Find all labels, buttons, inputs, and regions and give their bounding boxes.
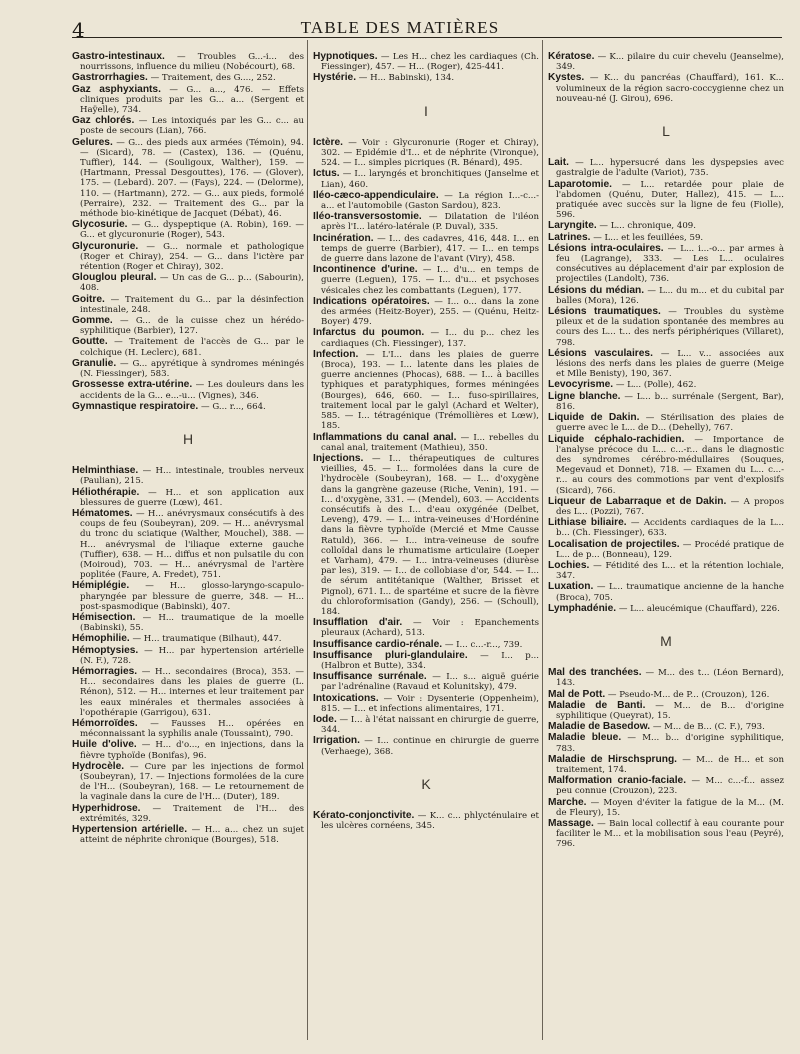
index-term: Kystes. [548, 72, 585, 84]
index-description: — Les H... chez les cardiaques (Ch. Fiessinger), 457. — H... (Roger), 425-441. [321, 52, 539, 73]
index-description: — Troubles du système pileux et de la sudation spontanée des membres au cours des L... t... des nerfs périphériques (Villaret), 798. [556, 307, 784, 348]
index-term: Lésions vasculaires. [548, 347, 653, 359]
index-entry [72, 804, 304, 824]
index-term: Liquide de Dakin. [548, 412, 640, 424]
index-description: — Traitement de l'H... des extrémités, 329. [80, 803, 304, 824]
index-term: Incinération. [313, 232, 374, 244]
index-description: — M... de H... et son traitement, 174. [556, 754, 784, 775]
index-description: — Un cas de G... p... (Sabourin), 408. [80, 273, 304, 294]
index-entry [548, 380, 784, 390]
index-description: — Fausses H... opérées en méconnaissant la syphilis anale (Toussaint), 790. [80, 718, 304, 740]
index-entry [313, 811, 539, 831]
section-letter-heading: M [660, 632, 672, 649]
index-term: Luxation. [548, 581, 594, 593]
index-entry [72, 273, 304, 293]
index-term: Goitre. [72, 293, 105, 305]
index-term: Ictère. [313, 136, 344, 148]
index-entry [313, 454, 539, 617]
index-term: Hypnotiques. [313, 51, 378, 62]
column-divider [542, 40, 543, 1040]
index-term: Iléo-transversostomie. [313, 211, 422, 223]
index-entry [72, 52, 304, 72]
index-entry [72, 488, 304, 508]
index-term: Grossesse extra-utérine. [72, 379, 193, 391]
index-entry [313, 350, 539, 432]
index-term: Ictus. [313, 168, 340, 180]
index-entry [313, 694, 539, 714]
index-entry [72, 380, 304, 400]
page-header [0, 14, 800, 44]
index-term: Insuffisance cardio-rénale. [313, 638, 443, 650]
index-entry [72, 509, 304, 580]
index-entry [548, 244, 784, 285]
index-term: Hystérie. [313, 72, 357, 84]
index-term: Hémoptysies. [72, 644, 139, 656]
index-entry [72, 316, 304, 336]
index-entry [313, 73, 539, 83]
index-term: Liqueur de Labarraque et de Dakin. [548, 495, 727, 507]
index-entry [548, 158, 784, 178]
index-description: — L'I... dans les plaies de guerre (Broca), 193. — I... latente dans les plaies de guerre anciennes (Phocas), 688. — I... à bacilles typhiques et paratyphiques, formes méningées (Bourges), 646, 660. — I... fuso-spirillaires, traitement local par le galyl (Achard et Welter), 585. — I... tétragénique (Trémollières et Lœw), 185. [321, 349, 539, 432]
index-term: Maladie bleue. [548, 732, 622, 744]
index-term: Laparotomie. [548, 178, 612, 190]
index-entry [72, 634, 304, 644]
index-entry [548, 221, 784, 231]
index-term: Helminthiase. [72, 465, 139, 477]
index-term: Infection. [313, 348, 359, 360]
index-description: — M... de B... d'origine syphilitique (Queyrat), 15. [556, 700, 785, 721]
index-description: — G... dyspeptique (A. Robin), 169. — G... et glycuronurie (Roger), 543. [80, 220, 304, 241]
index-description: — H... glosso-laryngo-scapulo-pharyngée par blessure de guerre, 348. — H... post-spasmodique (Babinski), 407. [80, 581, 304, 612]
index-description: — Bain local collectif à eau courante pour faciliter le M... et la mobilisation sous l'eau (Peyré), 796. [556, 819, 784, 850]
index-description: — Les douleurs dans les accidents de la G... e...-u... (Vignes), 346. [80, 380, 304, 401]
index-description: — Cure par les injections de formol (Soubeyran), 17. — Injections formolées de la cure de l'H... (Soubeyran), 168. — Le retournement de la vaginale dans la cure de l'H... (Duter), 189. [80, 761, 304, 803]
index-term: Irrigation. [313, 735, 360, 747]
index-description: — I... laryngés et bronchitiques (Janselme et Lian), 460. [321, 169, 539, 190]
index-description: — M... b... d'origine syphilitique, 783. [556, 733, 785, 754]
page-number: 4 [72, 18, 85, 42]
index-term: Hémisection. [72, 611, 136, 623]
index-description: — L... v... associées aux lésions des nerfs dans les plaies de guerre (Meige et Mlle Benisty), 190, 367. [556, 348, 785, 380]
index-description: — L... i...-o... par armes à feu (Lagrange), 333. — Les L... oculaires consécutives au déplacement d'air par explosion de projectiles (Landolt), 736. [556, 243, 784, 285]
index-term: Lithiase biliaire. [548, 517, 627, 529]
index-description: — H... traumatique de la moelle (Babinski), 55. [80, 612, 304, 634]
index-term: Insufflation d'air. [313, 617, 403, 629]
index-term: Glycosurie. [72, 219, 128, 231]
index-entry [72, 138, 304, 220]
index-entry [548, 518, 784, 538]
index-description: — La région I...-c...-a... et l'automobile (Gaston Sardou), 823. [321, 190, 539, 212]
index-term: Insuffisance surrénale. [313, 671, 427, 683]
index-description: — Accidents cardiaques de la L... b... (Ch. Fiessinger), 633. [556, 518, 784, 539]
index-entry [313, 651, 539, 671]
index-entry [72, 402, 304, 412]
index-description: — M... des t... (Léon Bernard), 143. [556, 668, 784, 689]
index-entry [72, 719, 304, 739]
page-title: TABLE DES MATIÈRES [300, 18, 500, 37]
index-term: Gomme. [72, 315, 113, 327]
index-column-1 [72, 52, 304, 846]
index-term: Goutte. [72, 336, 108, 348]
index-entry [72, 762, 304, 803]
index-description: — H... traumatique (Bilhaut), 447. [129, 634, 282, 645]
index-description: — I... d'u... en temps de guerre (Leguen), 175. — I... d'u... et psychoses vésicales chez les combattants (Leguen), 177. [321, 265, 540, 296]
index-description: — I... c...-r..., 739. [442, 639, 523, 650]
index-term: Marche. [548, 796, 587, 808]
index-column-2 [313, 52, 539, 832]
index-term: Kératose. [548, 51, 595, 62]
index-term: Hydrocèle. [72, 760, 125, 772]
index-entry [72, 73, 304, 83]
index-term: Héliothérapie. [72, 486, 140, 498]
index-term: Glycuronurie. [72, 240, 139, 252]
index-description: — H... par hypertension artérielle (N. F.), 728. [80, 645, 304, 666]
index-entry [548, 349, 784, 380]
index-term: Incontinence d'urine. [313, 264, 418, 276]
index-term: Intoxications. [313, 692, 379, 704]
index-term: Mal de Pott. [548, 688, 606, 700]
index-description: — Procédé pratique de L... de p... (Bonneau), 129. [556, 539, 784, 560]
index-term: Latrines. [548, 231, 591, 243]
index-entry [313, 715, 539, 735]
index-term: Gastrorrhagies. [72, 72, 148, 84]
index-entry [313, 672, 539, 692]
index-term: Glouglou pleural. [72, 272, 157, 284]
index-description: — H... secondaires (Broca), 353. — H... secondaires dans les plaies de guerre (L. Rénon), 512. — H... internes et leur traitement par les eaux minérales et thermales associées à l'opothérapie (Garrigou), 631. [80, 666, 304, 718]
header-rule [72, 37, 782, 38]
index-entry [548, 733, 784, 753]
index-entry [548, 668, 784, 688]
index-description: — Moyen d'éviter la fatigue de la M... (M. de Fleury), 15. [556, 797, 784, 818]
index-term: Lochies. [548, 559, 590, 571]
index-description: — I... des cadavres, 416, 448. I... en temps de guerre (Barbier), 417. — I... en temps de guerre dans lazone de l'avant (Viry), 458. [321, 233, 539, 265]
index-description: — L... traumatique ancienne de la hanche (Broca), 705. [556, 582, 784, 603]
index-entry [72, 581, 304, 612]
index-description: — H... intestinale, troubles nerveux (Paulian), 215. [80, 466, 304, 487]
index-description: — G... de la cuisse chez un hérédo-syphilitique (Barbier), 127. [80, 316, 304, 337]
index-description: — Traitement du G... par la désinfection intestinale, 248. [80, 294, 304, 315]
index-term: Maladie de Banti. [548, 699, 646, 711]
index-description: — M... de B... (C. F.), 793. [650, 722, 765, 733]
index-term: Huile d'olive. [72, 739, 137, 751]
index-entry [548, 798, 784, 818]
index-term: Lésions intra-oculaires. [548, 242, 664, 254]
index-term: Lésions traumatiques. [548, 306, 661, 318]
index-description: — L... hypersucré dans les dyspepsies avec gastralgie de l'adulte (Variot), 735. [556, 158, 784, 179]
index-description: — Traitement, des G...., 252. [147, 73, 276, 84]
index-entry [548, 392, 784, 412]
section-letter-heading: H [182, 430, 194, 447]
index-term: Massage. [548, 818, 594, 829]
index-term: Iléo-cæco-appendiculaire. [313, 189, 439, 201]
index-term: Hypertension artérielle. [72, 824, 188, 836]
index-term: Liquide céphalo-rachidien. [548, 433, 685, 445]
index-term: Infarctus du poumon. [313, 327, 425, 339]
index-entry [313, 328, 539, 348]
index-description: — H... a... chez un sujet atteint de néphrite chronique (Bourges), 518. [80, 825, 304, 846]
index-entry [313, 234, 539, 265]
index-term: Gaz asphyxiants. [72, 83, 161, 95]
index-entry [548, 722, 784, 732]
index-entry [72, 337, 304, 357]
index-description: — Voir : Dysenterie (Oppenheim), 815. — I... et infections alimentaires, 171. [321, 693, 539, 714]
index-description: — G... r..., 664. [198, 401, 266, 412]
index-description: — H... Babinski), 134. [356, 73, 455, 84]
index-entry [548, 701, 784, 721]
index-description: — L... et les feuillées, 59. [590, 232, 704, 243]
index-term: Malformation cranio-faciale. [548, 775, 687, 787]
index-term: Hémorragies. [72, 665, 138, 677]
index-entry [313, 433, 539, 453]
index-entry [72, 220, 304, 240]
index-entry [72, 466, 304, 486]
index-term: Lésions du médian. [548, 284, 645, 296]
index-description: — Voir : Glycuronurie (Roger et Chiray), 302. — Epidémie d'I... et de néphrite (Vironque), 524. — I... simples picriques (R. Bénard), 495. [321, 137, 539, 169]
index-description: — L... aleucémique (Chauffard), 226. [616, 603, 780, 614]
index-entry [548, 819, 784, 850]
index-entry [548, 497, 784, 517]
index-description: — I... thérapeutiques de cultures vieillies, 45. — I... formolées dans la cure de l'hydrocèle (Soubeyran), 168. — I... d'oxygène dans la gangrène gazeuse (Riche, Venin), 191. — I... d'oxygène, 331. — (Mendel), 603. — Accidents consécutifs à des I... d'eau oxygénée (Delbet, Leveng), 479. — I... intra-veineuses d'Hordénine dans la fièvre typhoïde (Mercié et Mme Causse Ratuld), 366. — I... intra-veineuse de soufre colloïdal dans le rhumatisme articulaire (Loeper et Varham), 479. — I... intra-veineuses (diurèse par les), 319. — I... de collobiase d'or, 544. — I... de sérum antitétanique (Walther, Brisset et Pignol), 671. I... de spartéine et sucre de la fièvre du chloroformisation (Gandy), 256. — (Schoull), 184. [321, 453, 539, 617]
index-description: — H... et son application aux blessures de guerre (Lœw), 461. [80, 487, 304, 508]
index-entry [313, 618, 539, 638]
section-letter-heading: I [424, 102, 428, 119]
index-column-3 [548, 52, 784, 851]
index-description: — L... (Polle), 462. [613, 380, 697, 391]
index-entry [72, 116, 304, 136]
index-description: — Troubles G...-i... des nourrissons, influence du milieu (Nobécourt), 68. [80, 52, 304, 73]
index-description: — Pseudo-M... de P... (Crouzon), 126. [605, 689, 770, 700]
index-term: Hémophilie. [72, 633, 130, 645]
index-entry [313, 138, 539, 169]
index-description: — L... b... surrénale (Sergent, Bar), 816. [556, 391, 784, 412]
column-divider [307, 40, 308, 1040]
index-description: — K... c... phlycténulaire et les ulcères cornéens, 345. [321, 811, 539, 832]
index-entry [72, 646, 304, 666]
index-entry [313, 212, 539, 232]
index-term: Granulie. [72, 357, 117, 369]
index-description: — Les intoxiqués par les G... c... au poste de secours (Lian), 766. [80, 116, 304, 137]
index-entry [72, 740, 304, 760]
index-term: Gymnastique respiratoire. [72, 400, 199, 412]
index-description: — M... c...-f... assez peu connue (Crouzon), 223. [556, 776, 784, 797]
index-description: — K... pilaire du cuir chevelu (Jeanselme), 349. [556, 52, 784, 73]
index-description: — Fétidité des L... et la rétention lochiale, 347. [556, 560, 784, 582]
index-description: — I... o... dans la zone des armées (Heitz-Boyer), 255. — (Quénu, Heitz-Boyer) 479. [321, 296, 540, 328]
index-entry [548, 435, 784, 496]
index-term: Hémorroïdes. [72, 717, 138, 729]
index-term: Levocyrisme. [548, 379, 614, 391]
index-description: — I... rebelles du canal anal, traitement (Mathieu), 350. [321, 432, 539, 453]
index-term: Injections. [313, 452, 364, 464]
index-description: — H... d'o..., en injections, dans la fièvre typhoïde (Bonifas), 96. [80, 740, 304, 761]
index-term: Gelures. [72, 136, 113, 148]
index-entry [548, 540, 784, 560]
index-description: — G... des pieds aux armées (Témoin), 94. — (Sicard), 78. — (Castex), 136. — (Quénu, Tuffier), 144. — (Souligoux, Walther), 159. — (Hartmann, Pressal Desgouttes), 176. — (Glover), 175. — (Lebard). 207. — (Fays), 224. — (Delorme), 110. — (Hartmann), 272. — G... aux pieds, formolé (Perraire), 232. — Traitement des G... par la méthode bio-kinétique de Jacquet (Débat), 46. [80, 137, 304, 220]
index-term: Indications opératoires. [313, 295, 430, 307]
index-entry [72, 359, 304, 379]
index-term: Hémiplégie. [72, 580, 130, 592]
index-description: — I... p... (Halbron et Butte), 334. [321, 650, 539, 671]
index-entry [548, 561, 784, 581]
index-entry [313, 297, 539, 328]
index-description: — L... chronique, 409. [596, 221, 697, 232]
index-entry [548, 73, 784, 104]
index-entry [548, 233, 784, 243]
index-entry [313, 736, 539, 756]
index-term: Maladie de Hirschsprung. [548, 753, 677, 765]
index-description: — I... continue en chirurgie de guerre (Verhaege), 368. [321, 736, 539, 757]
index-description: — G... normale et pathologique (Roger et Chiray), 254. — G... dans l'ictère par rétention (Roger et Chiray), 302. [80, 241, 304, 273]
index-entry [548, 776, 784, 796]
index-entry [548, 52, 784, 72]
index-term: Laryngite. [548, 220, 597, 232]
index-description: — Importance de l'analyse précoce du L... c...-r... dans le diagnostic des syndromes cérébro-médullaires (Souques, Megevaud et Donnet), 718. — Examen du L... c...-r... au cours des commotions par vent d'explosifs (Sicard), 766. [556, 434, 785, 496]
index-entry [313, 640, 539, 650]
index-term: Hyperhidrose. [72, 802, 141, 814]
index-entry [548, 307, 784, 348]
index-entry [72, 85, 304, 116]
index-description: — Traitement de l'accès de G... par le colchique (H. Leclerc), 681. [80, 337, 304, 358]
index-entry [72, 825, 304, 845]
index-term: Insuffisance pluri-glandulaire. [313, 649, 468, 661]
section-letter-heading: L [662, 123, 670, 140]
index-description: — A propos des L... (Pozzi), 767. [556, 496, 784, 517]
index-entry [548, 582, 784, 602]
index-description: — I... s... aiguë guérie par l'adrénaline (Ravaud et Kolunitsky), 479. [321, 672, 539, 693]
index-term: Lait. [548, 157, 569, 169]
index-entry [548, 690, 784, 700]
index-term: Gastro-intestinaux. [72, 51, 165, 62]
index-term: Hématomes. [72, 507, 133, 519]
index-description: — I... à l'état naissant en chirurgie de guerre, 344. [321, 714, 539, 736]
index-description: — H... anévrysmaux consécutifs à des coups de feu (Soubeyran), 209. — H... anévrysmal du tronc du sciatique (Walther, Mouchel), 388. — H... anévrysmal de l'iliaque externe gauche (Tuffier), 638. — H... diffus et non pulsatile du con (Moiroud), 703. — H... anévrysmal de l'artère poplitée (Faure, A. Fredet), 751. [80, 508, 304, 581]
index-entry [72, 295, 304, 315]
index-term: Ligne blanche. [548, 390, 621, 402]
index-term: Kérato-conjonctivite. [313, 810, 415, 821]
index-description: — G... apyrétique à syndromes méningés (N. Fiessinger), 583. [80, 358, 304, 380]
section-letter-heading: K [421, 775, 431, 792]
index-entry [548, 413, 784, 433]
index-term: Lymphadénie. [548, 602, 617, 614]
index-entry [548, 286, 784, 306]
index-description: — L... du m... et du cubital par balles (Mora), 126. [556, 285, 784, 306]
index-term: Iode. [313, 713, 337, 725]
index-entry [313, 265, 539, 296]
index-description: — K... du pancréas (Chauffard), 161. K... volumineux de la région sacro-coccygienne chez un nouveau-né (J. Girou), 696. [556, 73, 784, 104]
index-description: — G... a..., 476. — Effets cliniques produits par les G... a... (Sergent et Haÿelle), 734. [80, 84, 304, 116]
index-entry [313, 52, 539, 72]
index-entry [72, 667, 304, 718]
index-description: — L... retardée pour plaie de l'abdomen (Quénu, Duter, Hallez), 415. — L... pratiquée avec succès sur la ligne de feu (Fiolle), 596. [556, 179, 784, 221]
index-entry [548, 180, 784, 221]
index-entry [313, 169, 539, 189]
index-term: Mal des tranchées. [548, 667, 642, 679]
index-description: — Voir : Epanchements pleuraux (Achard), 513. [321, 618, 539, 639]
index-term: Maladie de Basedow. [548, 721, 651, 733]
index-entry [72, 613, 304, 633]
index-term: Localisation de projectiles. [548, 538, 680, 550]
index-description: — Stérilisation des plaies de guerre avec le L... de D... (Dehelly), 767. [556, 413, 784, 434]
index-term: Inflammations du canal anal. [313, 431, 457, 443]
index-description: — I... du p... chez les cardiaques (Ch. Fiessinger), 137. [321, 328, 540, 349]
index-entry [72, 242, 304, 273]
index-entry [313, 191, 539, 211]
index-entry [548, 604, 784, 614]
index-entry [548, 755, 784, 775]
index-term: Gaz chlorés. [72, 115, 135, 127]
index-description: — Dilatation de l'iléon après l'I... latéro-latérale (P. Duval), 335. [321, 212, 539, 233]
